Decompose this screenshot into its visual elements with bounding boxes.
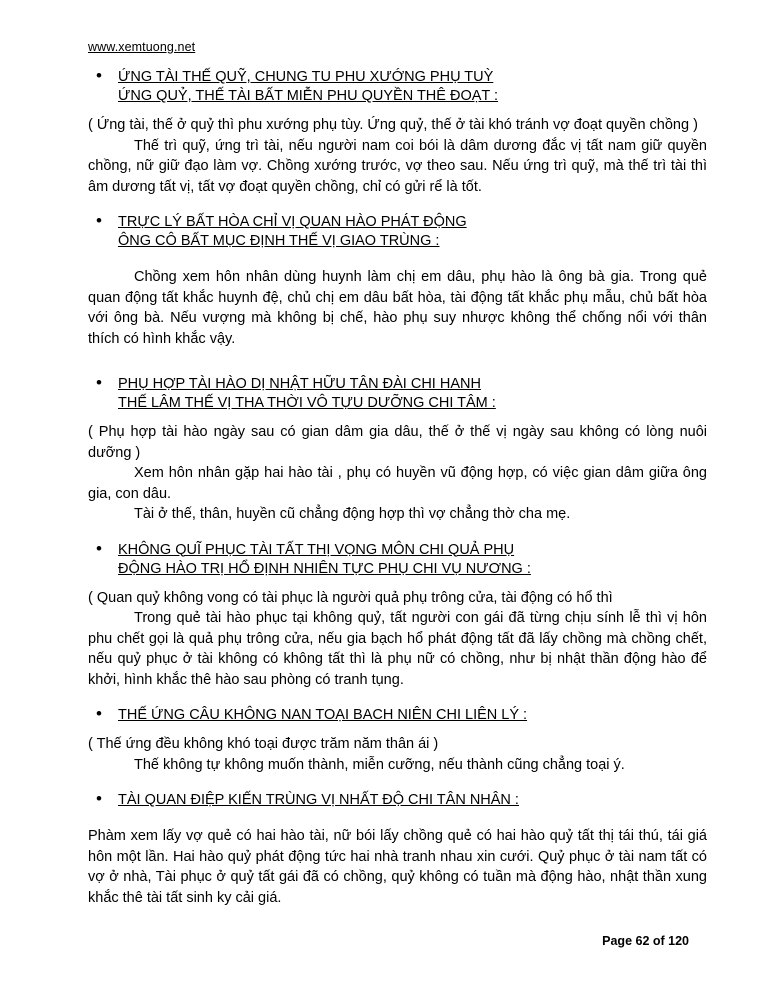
section-2-heading-line-2: ÔNG CÔ BẤT MỤC ĐỊNH THẾ VỊ GIAO TRÙNG : — [118, 233, 440, 249]
section-3-paragraph-1: ( Phụ hợp tài hào ngày sau có gian dâm gia dâu, thế ở thế vị ngày sau không có lòng nuôi dưỡng ) — [88, 424, 707, 461]
section-5 — [88, 706, 707, 725]
section-3-heading-line-1: • PHỤ HỢP TÀI HÀO DỊ NHẬT HỮU TÂN ĐÀI CHI HANH — [118, 376, 481, 392]
section-4-paragraph-1: ( Quan quỷ không vong có tài phục là người quả phụ trông cửa, tài động có hổ thì — [88, 589, 613, 606]
section-6-heading-line-1: • TÀI QUAN ĐIỆP KIẾN TRÙNG VỊ NHẤT ĐỘ CHI TÂN NHÂN : — [118, 792, 519, 808]
section-2-heading-line-1: • TRỰC LÝ BẤT HÒA CHỈ VỊ QUAN HÀO PHÁT ĐỘNG — [118, 214, 467, 230]
section-4-heading-line-1: • KHÔNG QUĨ PHỤC TÀI TẤT THỊ VỌNG MÔN CHI QUẢ PHỤ — [118, 541, 515, 558]
section-5-paragraph-2: Thế không tự không muốn thành, miễn cưỡng, nếu thành cũng chẳng toại ý. — [134, 756, 625, 773]
section-1 — [88, 68, 707, 106]
section-3 — [88, 375, 707, 413]
section-6-paragraph-1: Phàm xem lấy vợ quẻ có hai hào tài, nữ bói lấy chồng quẻ có hai hào quỷ tất thị tái thú, tái giá hôn một lần. Hai hào quỷ phát động tức hai nhà tranh nhau xin cưới. Quỷ phục ở tài nam tất có vợ ở nhà, Tài phục ở quỷ tất gái đã có chồng, quỷ không có tuần mà động hào, nhật thần xung khắc thê tài tất sinh ky cải giá. — [88, 828, 707, 906]
section-3-heading-line-2: THẾ LÂM THẾ VỊ THA THỜI VÔ TỰU DƯỠNG CHI TÂM : — [118, 395, 496, 411]
section-4-heading-line-2: ĐỘNG HÀO TRỊ HỔ ĐỊNH NHIÊN TỰC PHỤ CHI VỤ NƯƠNG : — [118, 560, 531, 577]
section-3-paragraph-3: Tài ở thế, thân, huyền cũ chẳng động hợp thì vợ chẳng thờ cha mẹ. — [134, 506, 571, 522]
section-1-heading-line-1: • ỨNG TÀI THẾ QUỸ, CHUNG TU PHU XƯỚNG PHỤ TUỲ — [118, 69, 494, 85]
section-4 — [88, 541, 707, 579]
section-1-paragraph-2: Thế trì quỹ, ứng trì tài, nếu người nam coi bói là dâm dương đắc vị tất nam giữ quyền chồng, nữ giữ đạo làm vợ. Chồng xướng trước, vợ theo sau. Nếu ứng trì quỹ, mà thế trì tài thì âm dương tất vị, tất vợ đoạt quyền chồng, chỉ có gửi rể là tốt. — [88, 137, 707, 195]
section-5-paragraph-1: ( Thế ứng đều không khó toại được trăm năm thân ái ) — [88, 736, 439, 752]
section-4-paragraph-2: Trong quẻ tài hào phục tại không quỷ, tất người con gái đã từng chịu sính lễ thì vị hôn phu chết gọi là quả phụ trông cửa, nếu gia bạch hổ phát động tất đã lấy chồng mà chồng chết, nếu quỷ phục ở tài không có không tất thì là phụ nữ có chồng, như bị nhật thần động hào để khởi, hình khắc thê hào sau phòng có tranh tụng. — [88, 610, 707, 688]
section-5-heading-line-1: • THẾ ỨNG CÂU KHÔNG NAN TOẠI BACH NIÊN CHI LIÊN LÝ : — [118, 707, 528, 723]
content-sections — [88, 68, 707, 908]
section-2-paragraph-1: Chồng xem hôn nhân dùng huynh làm chị em dâu, phụ hào là ông bà gia. Trong quẻ quan động tất khắc huynh đệ, chủ chị em dâu bất hòa, tài động tất khắc phụ mẫu, chủ bất hòa với ông bà. Nếu vượng mà không bị chế, hào phụ suy nhược không thể chống nổi với thân thích có hình khắc vậy. — [88, 269, 707, 347]
section-1-paragraph-1: ( Ứng tài, thế ở quỷ thì phu xướng phụ tùy. Ứng quỷ, thế ở tài khó tránh vợ đoạt quyền chồng ) — [88, 117, 698, 133]
site-url[interactable]: www.xemtuong.net — [88, 40, 196, 54]
section-2 — [88, 213, 707, 251]
section-6 — [88, 791, 707, 810]
section-1-heading-line-2: ỨNG QUỶ, THẾ TÀI BẤT MIỄN PHU QUYỀN THÊ ĐOẠT : — [118, 88, 499, 104]
section-3-paragraph-2: Xem hôn nhân gặp hai hào tài , phụ có huyền vũ động hợp, có việc gian dâm giữa ông gia, con dâu. — [88, 465, 707, 502]
page-number: Page 62 of 120 — [602, 934, 689, 948]
